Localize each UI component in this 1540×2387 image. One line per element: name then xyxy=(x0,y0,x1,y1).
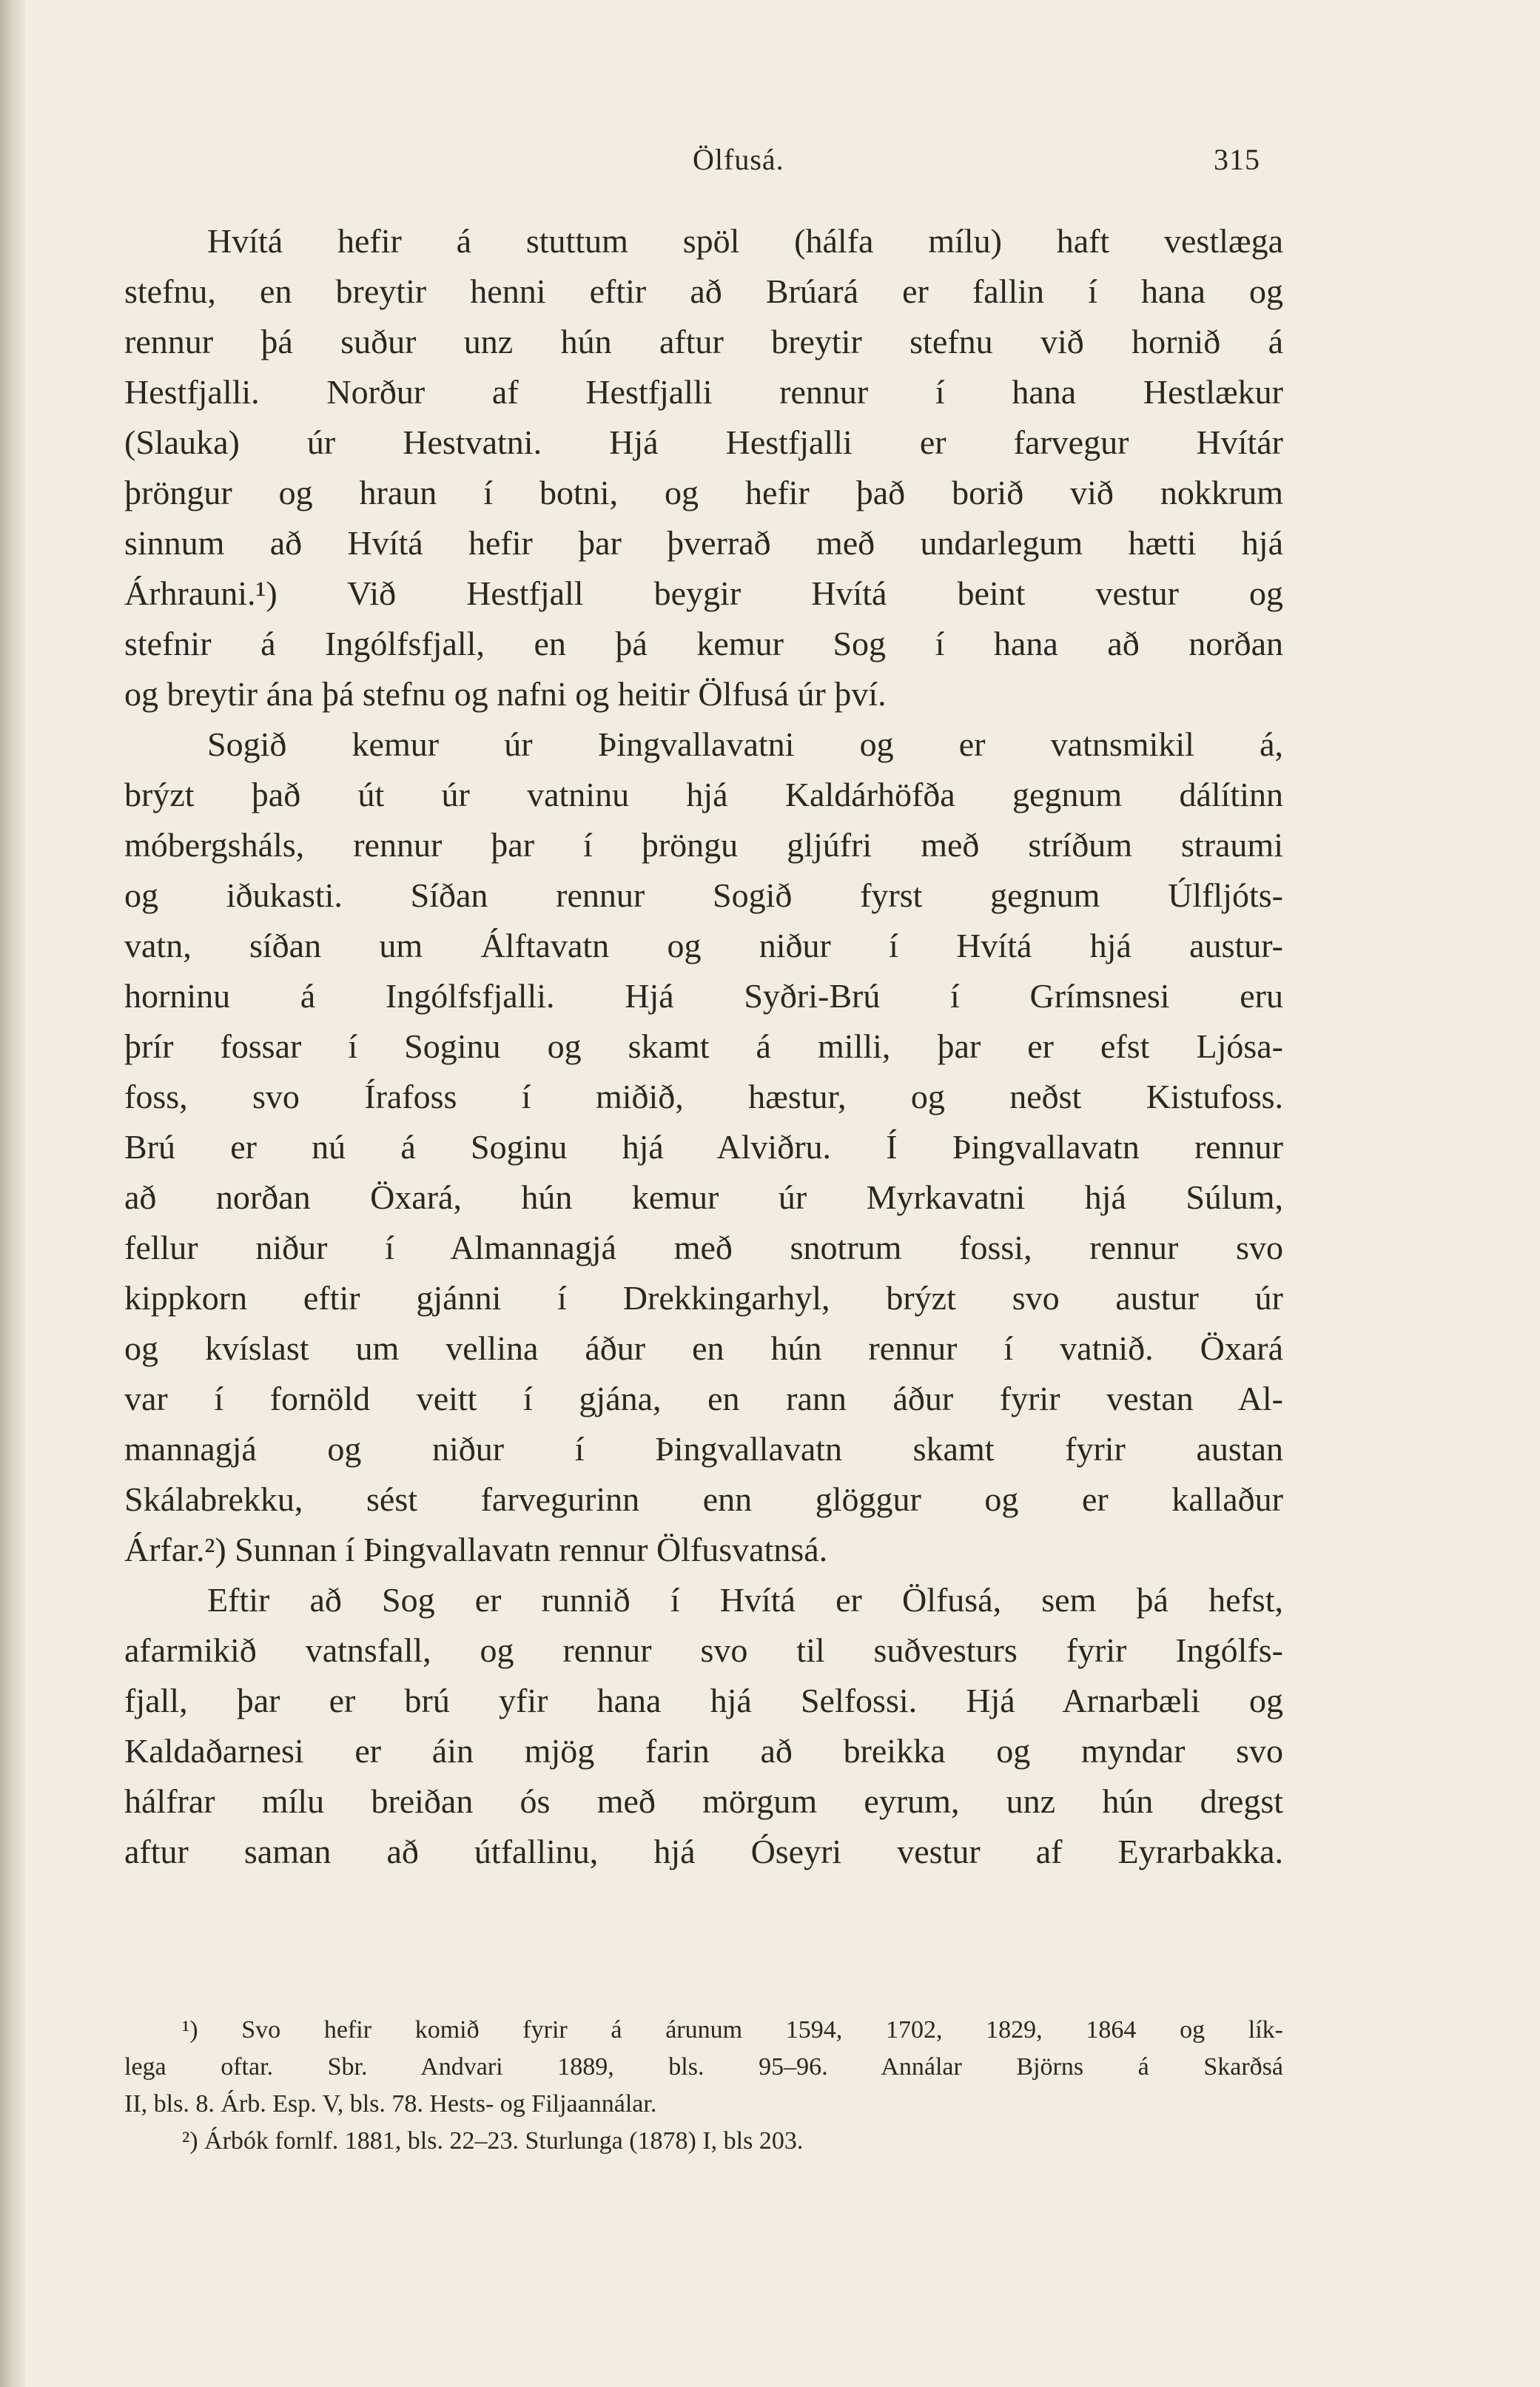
text-line: Eftir að Sog er runnið í Hvítá er Ölfusá, sem þá hefst, xyxy=(207,1581,1283,1619)
text-line: Árfar.²) Sunnan í Þingvallavatn rennur Ölfusvatnsá. xyxy=(124,1531,828,1568)
text-line: (Slauka) úr Hestvatni. Hjá Hestfjalli er farvegur Hvítár xyxy=(124,423,1283,461)
text-line: fjall, þar er brú yfir hana hjá Selfossi. Hjá Arnarbæli og xyxy=(124,1682,1283,1719)
text-line: afarmikið vatnsfall, og rennur svo til suðvesturs fyrir Ingólfs- xyxy=(124,1631,1283,1669)
text-line: Árhrauni.¹) Við Hestfjall beygir Hvítá beint vestur og xyxy=(124,574,1283,612)
text-line: fellur niður í Almannagjá með snotrum fossi, rennur svo xyxy=(124,1229,1283,1266)
text-line: var í fornöld veitt í gjána, en rann áður fyrir vestan Al- xyxy=(124,1380,1283,1417)
text-line: brýzt það út úr vatninu hjá Kaldárhöfða gegnum dálítinn xyxy=(124,776,1283,813)
text-line: stefnu, en breytir henni eftir að Brúará er fallin í hana og xyxy=(124,272,1283,310)
text-line: og kvíslast um vellina áður en hún rennur í vatnið. Öxará xyxy=(124,1329,1283,1367)
text-line: hálfrar mílu breiðan ós með mörgum eyrum, unz hún dregst xyxy=(124,1782,1283,1820)
text-line: Hvítá hefir á stuttum spöl (hálfa mílu) haft vestlæga xyxy=(207,222,1283,260)
running-title: Ölfusá. xyxy=(693,143,784,176)
text-line: og breytir ána þá stefnu og nafni og heitir Ölfusá úr því. xyxy=(124,675,887,713)
text-line: að norðan Öxará, hún kemur úr Myrkavatni hjá Súlum, xyxy=(124,1178,1283,1216)
text-line: Brú er nú á Soginu hjá Alviðru. Í Þingvallavatn rennur xyxy=(124,1128,1283,1166)
footnotes xyxy=(124,2012,1283,2160)
text-line: móbergsháls, rennur þar í þröngu gljúfri með stríðum straumi xyxy=(124,826,1283,864)
footnote-line: ²) Árbók fornlf. 1881, bls. 22–23. Sturlunga (1878) I, bls 203. xyxy=(182,2127,804,2155)
text-line: foss, svo Írafoss í miðið, hæstur, og neðst Kistufoss. xyxy=(124,1078,1283,1115)
text-line: Skálabrekku, sést farvegurinn enn glöggur og er kallaður xyxy=(124,1480,1283,1518)
text-line: kippkorn eftir gjánni í Drekkingarhyl, brýzt svo austur úr xyxy=(124,1279,1283,1317)
running-header xyxy=(0,142,1540,187)
text-line: mannagjá og niður í Þingvallavatn skamt fyrir austan xyxy=(124,1430,1283,1468)
body-text xyxy=(124,216,1283,1877)
text-line: og iðukasti. Síðan rennur Sogið fyrst gegnum Úlfljóts- xyxy=(124,876,1283,914)
text-line: rennur þá suður unz hún aftur breytir stefnu við hornið á xyxy=(124,323,1283,360)
text-line: þrír fossar í Soginu og skamt á milli, þar er efst Ljósa- xyxy=(124,1027,1283,1065)
page-number: 315 xyxy=(1214,143,1260,176)
footnote-line: II, bls. 8. Árb. Esp. V, bls. 78. Hests- og Filjaannálar. xyxy=(124,2090,657,2118)
text-line: Sogið kemur úr Þingvallavatni og er vatnsmikil á, xyxy=(207,725,1283,763)
text-line: Hestfjalli. Norður af Hestfjalli rennur í hana Hestlækur xyxy=(124,373,1283,411)
text-line: sinnum að Hvítá hefir þar þverrað með undarlegum hætti hjá xyxy=(124,524,1283,562)
text-line: stefnir á Ingólfsfjall, en þá kemur Sog í hana að norðan xyxy=(124,625,1283,662)
text-line: aftur saman að útfallinu, hjá Óseyri vestur af Eyrarbakka. xyxy=(124,1833,1283,1870)
text-line: horninu á Ingólfsfjalli. Hjá Syðri-Brú í Grímsnesi eru xyxy=(124,977,1283,1015)
text-line: Kaldaðarnesi er áin mjög farin að breikka og myndar svo xyxy=(124,1732,1283,1770)
footnote-line: lega oftar. Sbr. Andvari 1889, bls. 95–96. Annálar Björns á Skarðsá xyxy=(124,2053,1283,2081)
footnote-line: ¹) Svo hefir komið fyrir á árunum 1594, 1702, 1829, 1864 og lík- xyxy=(182,2016,1283,2044)
text-line: þröngur og hraun í botni, og hefir það borið við nokkrum xyxy=(124,474,1283,511)
text-line: vatn, síðan um Álftavatn og niður í Hvítá hjá austur- xyxy=(124,927,1283,964)
book-spine-shadow xyxy=(0,0,25,2387)
